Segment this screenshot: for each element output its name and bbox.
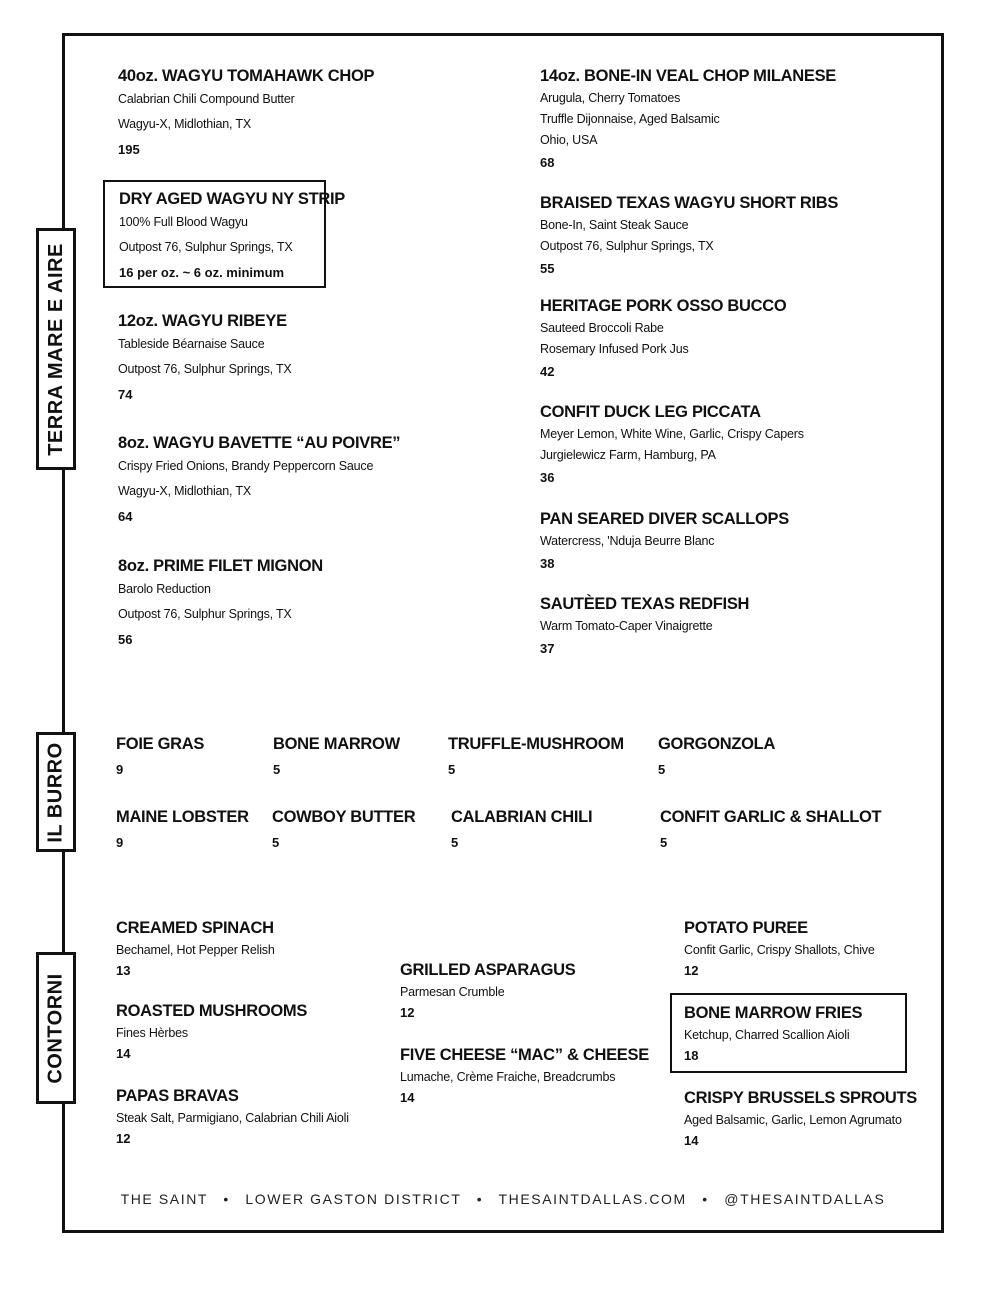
footer-separator: • xyxy=(223,1191,230,1207)
item-name: CREAMED SPINACH xyxy=(116,919,274,937)
menu-item xyxy=(540,507,789,575)
item-name: BRAISED TEXAS WAGYU SHORT RIBS xyxy=(540,194,839,212)
item-price: 55 xyxy=(540,261,555,276)
menu-item xyxy=(540,592,749,660)
item-description: Rosemary Infused Pork Jus xyxy=(540,342,689,356)
item-name: BONE MARROW xyxy=(273,735,400,753)
item-name: CONFIT GARLIC & SHALLOT xyxy=(660,808,882,826)
item-name: POTATO PUREE xyxy=(684,919,808,937)
item-price: 5 xyxy=(273,762,281,777)
side-item xyxy=(684,916,875,982)
item-description: Confit Garlic, Crispy Shallots, Chive xyxy=(684,943,875,957)
item-name: 12oz. WAGYU RIBEYE xyxy=(118,312,287,330)
section-title-terra: TERRA MARE E AIRE xyxy=(44,242,67,456)
side-item xyxy=(684,1086,917,1152)
item-name: GRILLED ASPARAGUS xyxy=(400,961,576,979)
item-price: 74 xyxy=(118,387,133,402)
item-name: CONFIT DUCK LEG PICCATA xyxy=(540,403,761,421)
item-description: Sauteed Broccoli Rabe xyxy=(540,321,664,335)
side-item xyxy=(400,1043,649,1109)
item-price: 13 xyxy=(116,963,131,978)
item-description: Parmesan Crumble xyxy=(400,985,505,999)
item-description: Watercress, 'Nduja Beurre Blanc xyxy=(540,534,715,548)
item-name: GORGONZOLA xyxy=(658,735,776,753)
menu-item xyxy=(118,65,374,162)
item-price: 5 xyxy=(448,762,456,777)
footer-separator: • xyxy=(476,1191,484,1207)
footer-district: LOWER GASTON DISTRICT xyxy=(245,1191,462,1207)
item-description: Barolo Reduction xyxy=(118,582,211,596)
item-description: Outpost 76, Sulphur Springs, TX xyxy=(118,607,292,621)
item-description: Warm Tomato-Caper Vinaigrette xyxy=(540,619,713,633)
item-price: 12 xyxy=(400,1005,415,1020)
butter-item xyxy=(658,733,775,785)
item-name: DRY AGED WAGYU NY STRIP xyxy=(119,190,345,208)
butter-item xyxy=(660,806,881,858)
side-item-featured xyxy=(670,993,907,1073)
item-description: Calabrian Chili Compound Butter xyxy=(118,92,295,106)
butter-item xyxy=(451,806,592,858)
item-price: 12 xyxy=(116,1131,131,1146)
item-price: 14 xyxy=(400,1090,415,1105)
item-price: 37 xyxy=(540,641,555,656)
menu-item xyxy=(118,432,400,529)
menu-item xyxy=(540,400,804,489)
item-description: Truffle Dijonnaise, Aged Balsamic xyxy=(540,112,720,126)
item-name: 14oz. BONE-IN VEAL CHOP MILANESE xyxy=(540,67,837,85)
menu-item xyxy=(118,555,323,652)
item-price: 68 xyxy=(540,155,555,170)
section-tab-contorni xyxy=(36,952,76,1104)
item-name: TRUFFLE-MUSHROOM xyxy=(448,735,624,753)
butter-item xyxy=(272,806,415,858)
item-price: 56 xyxy=(118,632,133,647)
item-price: 64 xyxy=(118,509,133,524)
item-description: Ohio, USA xyxy=(540,133,598,147)
item-description: Lumache, Crème Fraiche, Breadcrumbs xyxy=(400,1070,616,1084)
item-description: Wagyu-X, Midlothian, TX xyxy=(118,484,251,498)
menu-item xyxy=(118,310,292,407)
item-name: FIVE CHEESE “MAC” & CHEESE xyxy=(400,1046,649,1064)
item-description: 100% Full Blood Wagyu xyxy=(119,215,248,229)
side-item xyxy=(116,999,307,1065)
item-description: Arugula, Cherry Tomatoes xyxy=(540,91,681,105)
item-price: 18 xyxy=(684,1048,699,1063)
item-description: Ketchup, Charred Scallion Aioli xyxy=(684,1028,850,1042)
item-name: HERITAGE PORK OSSO BUCCO xyxy=(540,297,787,315)
item-name: CRISPY BRUSSELS SPROUTS xyxy=(684,1089,918,1107)
menu-item xyxy=(540,191,838,280)
item-price: 5 xyxy=(272,835,280,850)
item-price: 16 per oz. ~ 6 oz. minimum xyxy=(119,265,285,280)
section-title-burro: IL BURRO xyxy=(44,741,67,843)
item-price: 42 xyxy=(540,364,555,379)
item-description: Fines Hèrbes xyxy=(116,1026,188,1040)
item-name: PAPAS BRAVAS xyxy=(116,1087,239,1105)
footer-restaurant-name: THE SAINT xyxy=(120,1191,208,1207)
footer-social-handle[interactable]: @THESAINTDALLAS xyxy=(724,1191,886,1207)
item-name: MAINE LOBSTER xyxy=(116,808,249,826)
item-description: Steak Salt, Parmigiano, Calabrian Chili Aioli xyxy=(116,1111,349,1125)
item-price: 14 xyxy=(684,1133,699,1148)
item-name: BONE MARROW FRIES xyxy=(684,1004,863,1022)
item-name: 40oz. WAGYU TOMAHAWK CHOP xyxy=(118,67,375,85)
item-price: 195 xyxy=(118,142,140,157)
item-description: Bone-In, Saint Steak Sauce xyxy=(540,218,689,232)
butter-item xyxy=(116,806,249,858)
section-title-contorni: CONTORNI xyxy=(44,972,67,1084)
item-price: 14 xyxy=(116,1046,131,1061)
item-price: 12 xyxy=(684,963,699,978)
item-price: 9 xyxy=(116,762,124,777)
item-name: ROASTED MUSHROOMS xyxy=(116,1002,308,1020)
side-item xyxy=(116,916,275,982)
menu-item xyxy=(540,294,786,383)
item-name: 8oz. PRIME FILET MIGNON xyxy=(118,557,323,575)
item-name: COWBOY BUTTER xyxy=(272,808,416,826)
butter-item xyxy=(448,733,624,785)
item-price: 5 xyxy=(660,835,668,850)
item-description: Bechamel, Hot Pepper Relish xyxy=(116,943,275,957)
item-description: Wagyu-X, Midlothian, TX xyxy=(118,117,251,131)
side-item xyxy=(116,1084,349,1150)
item-name: SAUTÈED TEXAS REDFISH xyxy=(540,595,750,613)
item-price: 9 xyxy=(116,835,124,850)
item-description: Outpost 76, Sulphur Springs, TX xyxy=(118,362,292,376)
butter-item xyxy=(116,733,204,785)
section-tab-terra xyxy=(36,228,76,470)
item-name: CALABRIAN CHILI xyxy=(451,808,593,826)
item-description: Jurgielewicz Farm, Hamburg, PA xyxy=(540,448,716,462)
footer xyxy=(62,1191,944,1207)
section-tab-burro xyxy=(36,732,76,852)
item-description: Outpost 76, Sulphur Springs, TX xyxy=(119,240,293,254)
item-description: Tableside Béarnaise Sauce xyxy=(118,337,265,351)
side-item xyxy=(400,958,576,1024)
item-price: 38 xyxy=(540,556,555,571)
menu-item-featured xyxy=(103,180,345,288)
butter-item xyxy=(273,733,400,785)
item-name: FOIE GRAS xyxy=(116,735,205,753)
item-name: 8oz. WAGYU BAVETTE “AU POIVRE” xyxy=(118,434,401,452)
item-description: Outpost 76, Sulphur Springs, TX xyxy=(540,239,714,253)
menu-item xyxy=(540,64,836,174)
item-price: 36 xyxy=(540,470,555,485)
item-price: 5 xyxy=(451,835,459,850)
footer-website-link[interactable]: THESAINTDALLAS.COM xyxy=(498,1191,687,1207)
item-price: 5 xyxy=(658,762,666,777)
footer-separator: • xyxy=(702,1191,709,1207)
item-description: Aged Balsamic, Garlic, Lemon Agrumato xyxy=(684,1113,902,1127)
item-name: PAN SEARED DIVER SCALLOPS xyxy=(540,510,789,528)
item-description: Crispy Fried Onions, Brandy Peppercorn Sauce xyxy=(118,459,374,473)
item-description: Meyer Lemon, White Wine, Garlic, Crispy Capers xyxy=(540,427,804,441)
